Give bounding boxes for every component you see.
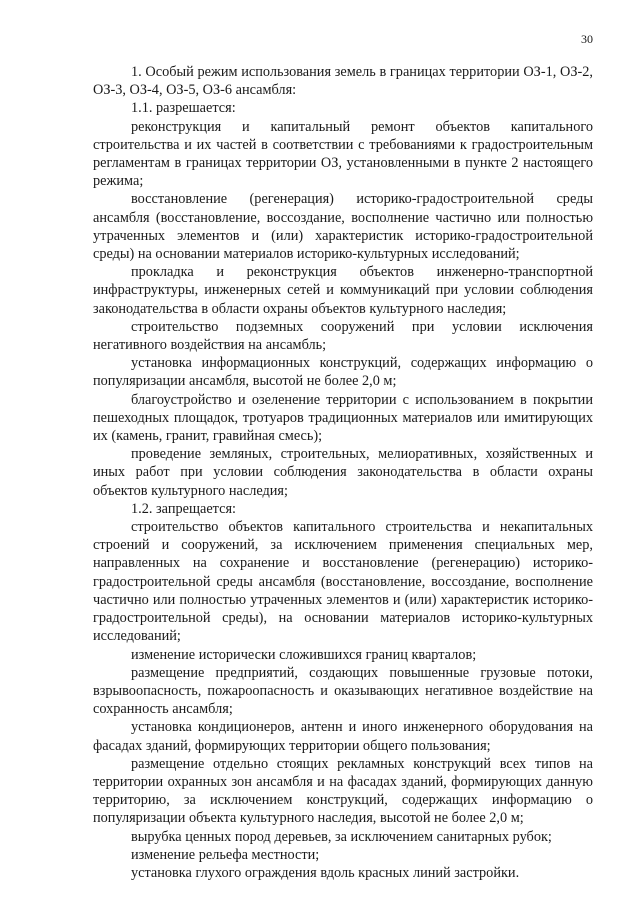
paragraph-permitted-6: благоустройство и озеленение территории с использованием в покрытии пешеходных площадок, тротуаров традиционных материалов или имитирующих их (камень, гранит, гравийная смесь); (93, 391, 593, 445)
section-heading-permitted: 1.1. разрешается: (131, 100, 236, 117)
paragraph-prohibited-4: установка кондиционеров, антенн и иного инженерного оборудования на фасадах зданий, формирующих территории общего пользования; (93, 719, 593, 754)
paragraph-prohibited-2: изменение исторически сложившихся границ кварталов; (131, 646, 477, 663)
paragraph-intro: 1. Особый режим использования земель в границах территории ОЗ-1, ОЗ-2, ОЗ-3, ОЗ-4, ОЗ-5, ОЗ-6 ансамбля: (93, 64, 593, 99)
paragraph-permitted-5: установка информационных конструкций, содержащих информацию о популяризации ансамбля, высотой не более 2,0 м; (93, 355, 593, 390)
document-body (93, 63, 593, 882)
paragraph-prohibited-5: размещение отдельно стоящих рекламных конструкций всех типов на территории охранных зон ансамбля и на фасадах зданий, формирующих данную территорию, за исключением конструкций, содержащих информацию о популяризации объекта культурного наследия, высотой не более 2,0 м; (93, 755, 593, 827)
paragraph-prohibited-3: размещение предприятий, создающих повышенные грузовые потоки, взрывоопасность, пожароопасность и оказывающих негативное воздействие на сохранность ансамбля; (93, 664, 593, 718)
paragraph-permitted-1: реконструкция и капитальный ремонт объектов капитального строительства и их частей в соответствии с требованиями к градостроительным регламентам в границах территории ОЗ, установленными в пункте 2 настоящего режима; (93, 118, 593, 190)
paragraph-prohibited-6: вырубка ценных пород деревьев, за исключением санитарных рубок; (131, 828, 552, 845)
paragraph-permitted-3: прокладка и реконструкция объектов инженерно-транспортной инфраструктуры, инженерных сетей и коммуникаций при условии соблюдения законодательства в области охраны объектов культурного наследия; (93, 264, 593, 317)
paragraph-prohibited-8: установка глухого ограждения вдоль красных линий застройки. (131, 864, 520, 881)
page-number: 30 (581, 32, 593, 46)
section-heading-prohibited: 1.2. запрещается: (131, 500, 236, 517)
paragraph-permitted-2: восстановление (регенерация) историко-градостроительной среды ансамбля (восстановление, воссоздание, восполнение частично или полностью утраченных элементов и (или) характеристик историко-градостроительной среды) на основании материалов историко-культурных исследований; (93, 191, 593, 263)
paragraph-prohibited-7: изменение рельефа местности; (131, 846, 320, 863)
paragraph-prohibited-1: строительство объектов капитального строительства и некапитальных строений и сооружений, за исключением применения специальных мер, направленных на сохранение и восстановление (регенерацию) историко-градостроительной среды ансамбля (восстановление, воссоздание, восполнение частично или полностью утраченных элементов и (или) характеристик историко-градостроительной среды), на основании материалов историко-культурных исследований; (93, 519, 593, 645)
paragraph-permitted-4: строительство подземных сооружений при условии исключения негативного воздействия на ансамбль; (93, 318, 593, 354)
paragraph-permitted-7: проведение земляных, строительных, мелиоративных, хозяйственных и иных работ при условии соблюдения законодательства в области охраны объектов культурного наследия; (93, 446, 593, 499)
